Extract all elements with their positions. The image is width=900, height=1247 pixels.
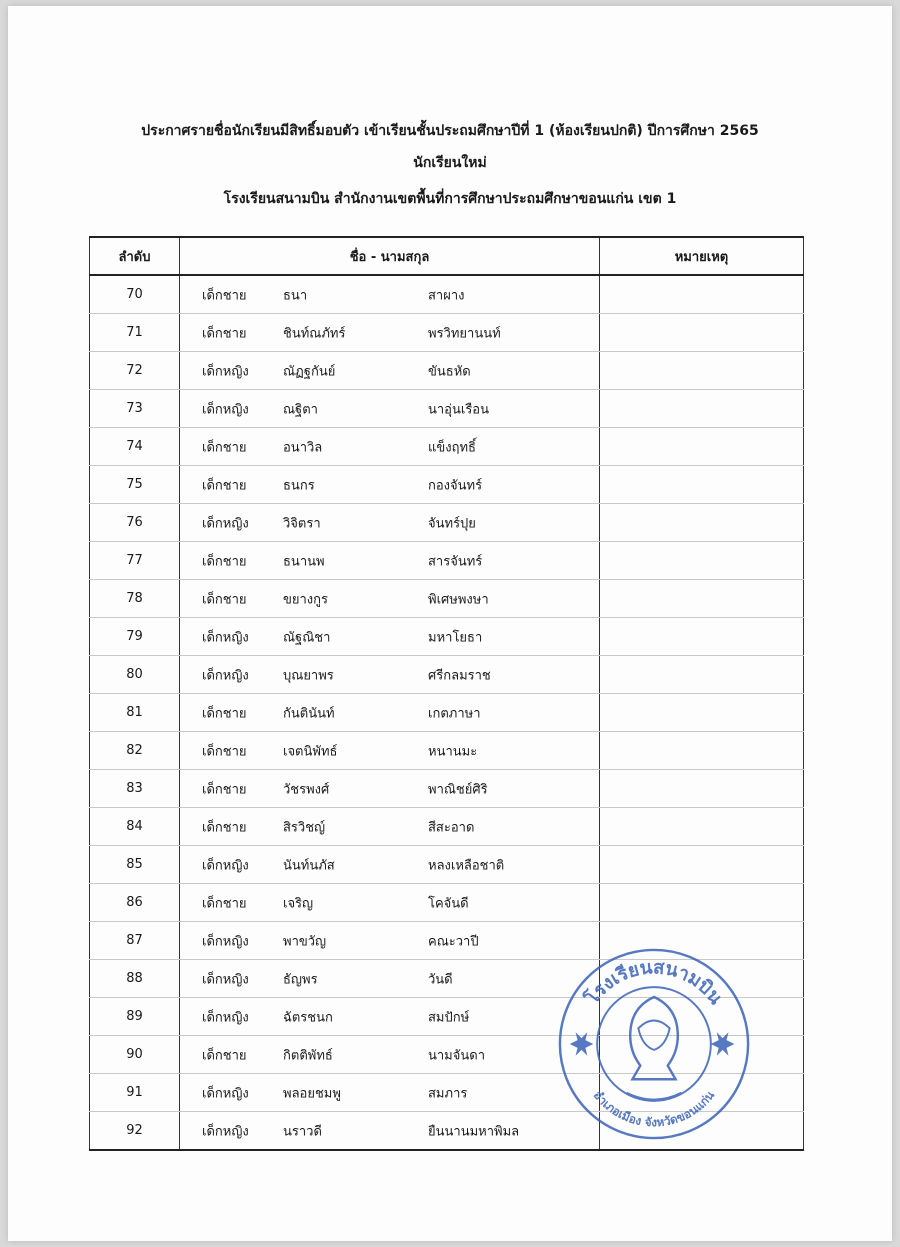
first-name: ฉัตรชนก: [283, 1010, 333, 1025]
last-name: สารจันทร์: [428, 554, 483, 569]
name-prefix: เด็กหญิง: [202, 402, 249, 417]
note-cell: [600, 504, 804, 542]
last-name: หลงเหลือชาติ: [428, 858, 505, 873]
table-row: [90, 275, 804, 314]
first-name: เจริญ: [283, 896, 314, 911]
row-number: 87: [90, 922, 180, 960]
row-number: 76: [90, 504, 180, 542]
first-name: ธัญพร: [283, 972, 318, 987]
name-prefix: เด็กชาย: [202, 440, 247, 455]
name-prefix: เด็กหญิง: [202, 516, 249, 531]
row-number: 73: [90, 390, 180, 428]
student-name-cell: [180, 656, 600, 694]
note-cell: [600, 770, 804, 808]
name-prefix: เด็กหญิง: [202, 668, 249, 683]
last-name: แข็งฤทธิ์: [428, 440, 476, 455]
table-row: [90, 466, 804, 504]
note-cell: [600, 846, 804, 884]
name-prefix: เด็กชาย: [202, 820, 247, 835]
student-name-cell: [180, 998, 600, 1036]
row-number: 92: [90, 1112, 180, 1151]
table-row: [90, 314, 804, 352]
last-name: พรวิทยานนท์: [428, 326, 501, 341]
note-cell: [600, 656, 804, 694]
last-name: นาอุ่นเรือน: [428, 402, 490, 417]
name-prefix: เด็กชาย: [202, 288, 247, 303]
table-row: [90, 504, 804, 542]
student-name-cell: [180, 1112, 600, 1151]
note-cell: [600, 428, 804, 466]
last-name: ขันธหัด: [428, 364, 471, 379]
name-prefix: เด็กหญิง: [202, 972, 249, 987]
student-name-cell: [180, 1074, 600, 1112]
student-name-cell: [180, 275, 600, 314]
table-row: [90, 732, 804, 770]
note-cell: [600, 314, 804, 352]
first-name: กันตินันท์: [283, 706, 335, 721]
last-name: มหาโยธา: [428, 630, 483, 645]
row-number: 82: [90, 732, 180, 770]
name-prefix: เด็กชาย: [202, 744, 247, 759]
student-name-cell: [180, 618, 600, 656]
first-name: พลอยชมพู: [283, 1086, 341, 1101]
table-row: [90, 846, 804, 884]
table-row: [90, 694, 804, 732]
first-name: วิจิตรา: [283, 516, 321, 531]
first-name: พาขวัญ: [283, 934, 327, 949]
student-name-cell: [180, 922, 600, 960]
first-name: สิรวิชญ์: [283, 820, 326, 835]
row-number: 71: [90, 314, 180, 352]
header-number: ลำดับ: [90, 237, 180, 275]
first-name: ธนกร: [283, 478, 315, 493]
student-name-cell: [180, 466, 600, 504]
last-name: โคจันดี: [428, 896, 469, 911]
student-name-cell: [180, 770, 600, 808]
note-cell: [600, 808, 804, 846]
note-cell: [600, 390, 804, 428]
first-name: ณัฐณิชา: [283, 630, 331, 645]
school-line: โรงเรียนสนามบิน สำนักงานเขตพื้นที่การศึกษาประถมศึกษาขอนแก่น เขต 1: [223, 191, 677, 207]
name-prefix: เด็กชาย: [202, 782, 247, 797]
note-cell: [600, 352, 804, 390]
row-number: 88: [90, 960, 180, 998]
last-name: สาผาง: [428, 288, 465, 303]
row-number: 72: [90, 352, 180, 390]
header-name: ชื่อ - นามสกุล: [180, 237, 600, 275]
last-name: พิเศษพงษา: [428, 592, 489, 607]
name-prefix: เด็กหญิง: [202, 858, 249, 873]
row-number: 85: [90, 846, 180, 884]
last-name: หนานมะ: [428, 744, 478, 759]
last-name: คณะวาปี: [428, 934, 479, 949]
note-cell: [600, 732, 804, 770]
row-number: 83: [90, 770, 180, 808]
first-name: ธนา: [283, 288, 308, 303]
student-name-cell: [180, 390, 600, 428]
note-cell: [600, 618, 804, 656]
first-name: ธนานพ: [283, 554, 325, 569]
row-number: 77: [90, 542, 180, 580]
first-name: ณฐิตา: [283, 402, 318, 417]
name-prefix: เด็กชาย: [202, 896, 247, 911]
last-name: นามจันดา: [428, 1048, 486, 1063]
note-cell: [600, 275, 804, 314]
student-name-cell: [180, 314, 600, 352]
last-name: จันทร์ปุย: [428, 516, 476, 531]
row-number: 84: [90, 808, 180, 846]
last-name: เกตภาษา: [428, 706, 481, 721]
student-name-cell: [180, 542, 600, 580]
note-cell: [600, 694, 804, 732]
student-name-cell: [180, 504, 600, 542]
first-name: เจตนิพัทธ์: [283, 744, 338, 759]
name-prefix: เด็กหญิง: [202, 1086, 249, 1101]
row-number: 80: [90, 656, 180, 694]
first-name: ณัฏฐกันย์: [283, 364, 336, 379]
table-row: [90, 770, 804, 808]
table-row: [90, 656, 804, 694]
last-name: วันดี: [428, 972, 453, 987]
last-name: สมภาร: [428, 1086, 468, 1101]
note-cell: [600, 884, 804, 922]
student-name-cell: [180, 846, 600, 884]
table-header-row: [90, 237, 804, 275]
first-name: อนาวิล: [283, 440, 323, 455]
student-name-cell: [180, 428, 600, 466]
row-number: 91: [90, 1074, 180, 1112]
announcement-title: ประกาศรายชื่อนักเรียนมีสิทธิ์มอบตัว เข้าเรียนชั้นประถมศึกษาปีที่ 1 (ห้องเรียนปกติ) ปีการศึกษา 2565: [141, 123, 759, 139]
table-row: [90, 580, 804, 618]
first-name: วัชรพงศ์: [283, 782, 330, 797]
first-name: ชินท์ณภัทร์: [283, 326, 346, 341]
table-row: [90, 428, 804, 466]
last-name: กองจันทร์: [428, 478, 483, 493]
first-name: ขยางกูร: [283, 592, 329, 607]
name-prefix: เด็กชาย: [202, 592, 247, 607]
first-name: กิตติพัทธ์: [283, 1048, 333, 1063]
name-prefix: เด็กหญิง: [202, 1124, 249, 1139]
row-number: 86: [90, 884, 180, 922]
name-prefix: เด็กหญิง: [202, 1010, 249, 1025]
svg-text:อำเภอเมือง จังหวัดขอนแก่น: [591, 1088, 717, 1129]
name-prefix: เด็กชาย: [202, 326, 247, 341]
name-prefix: เด็กชาย: [202, 478, 247, 493]
row-number: 75: [90, 466, 180, 504]
row-number: 70: [90, 275, 180, 314]
table-row: [90, 884, 804, 922]
student-name-cell: [180, 732, 600, 770]
table-row: [90, 390, 804, 428]
last-name: สมปักษ์: [428, 1010, 470, 1025]
table-row: [90, 808, 804, 846]
name-prefix: เด็กชาย: [202, 706, 247, 721]
row-number: 90: [90, 1036, 180, 1074]
name-prefix: เด็กหญิง: [202, 630, 249, 645]
table-row: [90, 542, 804, 580]
last-name: ศรีกลมราช: [428, 668, 491, 683]
name-prefix: เด็กหญิง: [202, 364, 249, 379]
student-name-cell: [180, 694, 600, 732]
row-number: 79: [90, 618, 180, 656]
row-number: 74: [90, 428, 180, 466]
school-seal-stamp: [556, 946, 752, 1142]
first-name: นันท์นภัส: [283, 858, 335, 873]
last-name: พาณิชย์ศิริ: [428, 782, 488, 797]
announcement-subtitle: นักเรียนใหม่: [413, 155, 487, 171]
row-number: 78: [90, 580, 180, 618]
name-prefix: เด็กชาย: [202, 1048, 247, 1063]
note-cell: [600, 580, 804, 618]
seal-top-text: โรงเรียนสนามบิน: [581, 957, 727, 1009]
student-name-cell: [180, 352, 600, 390]
student-name-cell: [180, 808, 600, 846]
last-name: ยืนนานมหาพิมล: [428, 1124, 520, 1139]
first-name: นราวดี: [283, 1124, 322, 1139]
seal-bottom-text: อำเภอเมือง จังหวัดขอนแก่น: [590, 1088, 718, 1130]
note-cell: [600, 542, 804, 580]
student-name-cell: [180, 960, 600, 998]
name-prefix: เด็กชาย: [202, 554, 247, 569]
name-prefix: เด็กหญิง: [202, 934, 249, 949]
header-note: หมายเหตุ: [600, 237, 804, 275]
first-name: บุณยาพร: [283, 668, 334, 683]
table-row: [90, 618, 804, 656]
note-cell: [600, 466, 804, 504]
row-number: 81: [90, 694, 180, 732]
table-row: [90, 352, 804, 390]
student-name-cell: [180, 580, 600, 618]
student-name-cell: [180, 1036, 600, 1074]
row-number: 89: [90, 998, 180, 1036]
student-name-cell: [180, 884, 600, 922]
last-name: สีสะอาด: [428, 820, 475, 835]
